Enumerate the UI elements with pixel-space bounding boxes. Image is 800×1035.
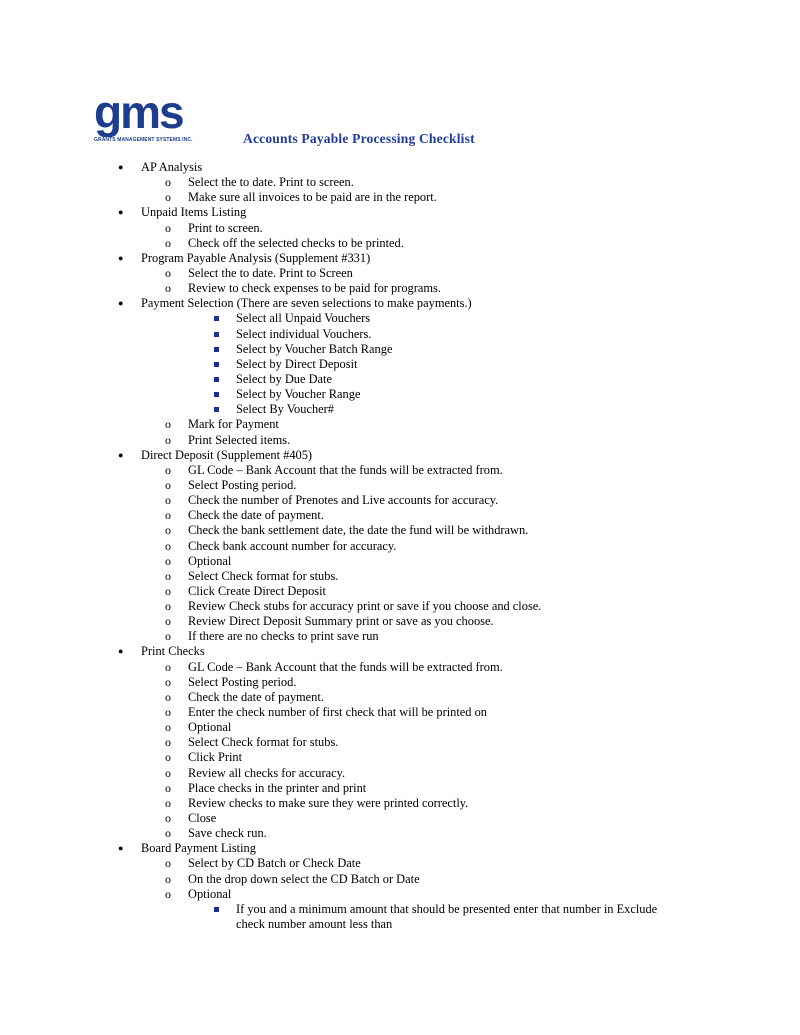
checklist-item-level-2 xyxy=(165,568,339,584)
bullet-circle-icon: o xyxy=(165,220,171,235)
gms-logo xyxy=(94,95,198,147)
checklist-item-level-2 xyxy=(165,265,353,281)
checklist-item-level-1 xyxy=(118,296,472,311)
checklist-item-level-2 xyxy=(165,220,263,236)
checklist-item-level-2 xyxy=(165,629,379,644)
bullet-circle-icon: o xyxy=(165,659,171,674)
checklist-item-text: Select By Voucher# xyxy=(236,402,334,417)
bullet-square-icon xyxy=(214,377,219,382)
checklist-item-text: Save check run. xyxy=(188,826,267,841)
bullet-square-icon xyxy=(214,347,219,352)
checklist-item-level-2 xyxy=(165,886,232,902)
checklist-item-level-2 xyxy=(165,705,487,720)
checklist-item-level-2 xyxy=(165,780,367,796)
bullet-circle-icon: o xyxy=(165,508,171,523)
checklist-item-level-3 xyxy=(236,387,360,402)
checklist-item-level-3 xyxy=(236,402,334,417)
checklist-item-text: Enter the check number of first check that will be printed on xyxy=(188,705,487,720)
checklist-item-level-1 xyxy=(118,160,203,175)
bullet-circle-icon: o xyxy=(165,674,171,689)
checklist-item-text: Check the date of payment. xyxy=(188,689,324,704)
checklist-item-text: Print to screen. xyxy=(188,220,263,235)
logo-subtitle: GRANTS MANAGEMENT SYSTEMS INC. xyxy=(94,137,193,143)
checklist-item-text: Select Posting period. xyxy=(188,477,297,492)
bullet-circle-icon: o xyxy=(165,477,171,492)
bullet-circle-icon: o xyxy=(165,281,171,296)
checklist-item-text: Optional xyxy=(188,886,232,901)
checklist-item-level-2 xyxy=(165,720,232,735)
checklist-item-text: Unpaid Items Listing xyxy=(141,205,247,220)
bullet-circle-icon: o xyxy=(165,235,171,250)
checklist-item-level-2 xyxy=(165,432,291,448)
bullet-square-icon xyxy=(214,392,219,397)
checklist-item-level-2 xyxy=(165,826,267,841)
bullet-circle-icon: o xyxy=(165,462,171,477)
checklist-item-level-2 xyxy=(165,674,297,690)
bullet-circle-icon: o xyxy=(165,705,171,720)
checklist-item-level-3 xyxy=(236,902,657,917)
bullet-square-icon xyxy=(214,332,219,337)
checklist-item-level-2 xyxy=(165,735,339,750)
bullet-circle-icon: o xyxy=(165,689,171,704)
checklist-item-level-2 xyxy=(165,599,542,614)
checklist-item-text: Board Payment Listing xyxy=(141,841,256,856)
checklist-item-level-2 xyxy=(165,871,420,887)
bullet-circle-icon: o xyxy=(165,538,171,553)
bullet-circle-icon: o xyxy=(165,780,171,795)
checklist-item-text: Review Direct Deposit Summary print or save as you choose. xyxy=(188,614,494,629)
bullet-circle-icon: o xyxy=(165,735,171,750)
bullet-circle-icon: o xyxy=(165,856,171,871)
checklist-item-text: Check the number of Prenotes and Live accounts for accuracy. xyxy=(188,493,499,508)
checklist-item-text: Select the to date. Print to Screen xyxy=(188,265,353,280)
bullet-square-icon xyxy=(214,907,219,912)
bullet-circle-icon: o xyxy=(165,583,171,598)
checklist-item-level-2 xyxy=(165,811,217,826)
checklist-item-text: Select Check format for stubs. xyxy=(188,735,339,750)
checklist-item-text: Print Checks xyxy=(141,644,205,659)
checklist-item-text: Payment Selection (There are seven selections to make payments.) xyxy=(141,296,472,311)
bullet-dot-icon: ● xyxy=(118,162,124,172)
bullet-circle-icon: o xyxy=(165,417,171,432)
bullet-circle-icon: o xyxy=(165,568,171,583)
checklist-item-level-2 xyxy=(165,538,397,554)
bullet-dot-icon: ● xyxy=(118,449,124,460)
checklist-item-level-2 xyxy=(165,795,469,811)
checklist-item-text: Select by CD Batch or Check Date xyxy=(188,856,361,871)
bullet-circle-icon: o xyxy=(165,795,171,810)
checklist-item-level-2 xyxy=(165,689,324,705)
checklist-item-level-3 xyxy=(236,327,371,342)
checklist-item-level-1 xyxy=(118,644,205,659)
checklist-item-text: Print Selected items. xyxy=(188,432,291,447)
bullet-square-icon xyxy=(214,362,219,367)
checklist-item-text: On the drop down select the CD Batch or Date xyxy=(188,871,420,886)
checklist-item-level-1 xyxy=(118,205,247,220)
bullet-circle-icon: o xyxy=(165,190,171,205)
checklist-item-level-3 xyxy=(236,372,332,387)
checklist-item-text: Click Print xyxy=(188,750,243,765)
bullet-circle-icon: o xyxy=(165,523,171,538)
checklist-item-text: GL Code – Bank Account that the funds will be extracted from. xyxy=(188,462,503,477)
checklist-item-level-1 xyxy=(118,841,256,856)
bullet-circle-icon: o xyxy=(165,826,171,841)
bullet-circle-icon: o xyxy=(165,886,171,901)
checklist-item-text: AP Analysis xyxy=(141,160,203,174)
checklist-item-level-2 xyxy=(165,750,243,765)
checklist-item-text: If you and a minimum amount that should be presented enter that number in Exclude xyxy=(236,901,658,916)
checklist-item-text: Select individual Vouchers. xyxy=(236,326,372,341)
checklist-item-text: Select the to date. Print to screen. xyxy=(188,175,354,190)
checklist-item-level-3 xyxy=(236,342,392,357)
checklist-item-text: Select all Unpaid Vouchers xyxy=(236,311,371,326)
checklist-item-text: Select by Due Date xyxy=(236,371,332,386)
checklist-item-level-2 xyxy=(165,477,297,493)
bullet-dot-icon: ● xyxy=(118,843,124,854)
checklist-item-level-2 xyxy=(165,614,494,629)
checklist-item-text: Program Payable Analysis (Supplement #331) xyxy=(141,250,371,265)
checklist-item-text: Check off the selected checks to be printed. xyxy=(188,235,404,250)
checklist-item-level-2 xyxy=(165,659,503,675)
checklist-item-level-2 xyxy=(165,583,326,599)
checklist-item-text: Select by Voucher Batch Range xyxy=(236,341,393,356)
checklist-item-text: Optional xyxy=(188,553,232,568)
bullet-circle-icon: o xyxy=(165,811,171,826)
page-title: Accounts Payable Processing Checklist xyxy=(243,131,475,146)
bullet-dot-icon: ● xyxy=(118,646,124,657)
bullet-circle-icon: o xyxy=(165,750,171,765)
checklist-item-text: Make sure all invoices to be paid are in the report. xyxy=(188,190,437,205)
checklist-item-level-2 xyxy=(165,190,437,205)
bullet-dot-icon: ● xyxy=(118,252,124,263)
bullet-circle-icon: o xyxy=(165,629,171,644)
checklist-item-level-2 xyxy=(165,417,279,432)
checklist-item-level-1 xyxy=(118,250,371,266)
checklist-item-text: Review Check stubs for accuracy print or save if you choose and close. xyxy=(188,599,542,614)
checklist-item-text: Mark for Payment xyxy=(188,417,279,432)
bullet-circle-icon: o xyxy=(165,765,171,780)
bullet-dot-icon: ● xyxy=(118,207,124,218)
bullet-circle-icon: o xyxy=(165,265,171,280)
checklist-item-text: Place checks in the printer and print xyxy=(188,780,367,795)
checklist-item-level-2 xyxy=(165,281,441,296)
checklist-item-level-3 xyxy=(236,311,370,326)
bullet-circle-icon: o xyxy=(165,432,171,447)
bullet-circle-icon: o xyxy=(165,175,171,190)
checklist-item-text: Select by Direct Deposit xyxy=(236,356,358,371)
bullet-square-icon xyxy=(214,316,219,321)
checklist-item-text: GL Code – Bank Account that the funds will be extracted from. xyxy=(188,659,503,674)
bullet-circle-icon: o xyxy=(165,871,171,886)
checklist-item-level-2 xyxy=(165,856,361,871)
bullet-circle-icon: o xyxy=(165,553,171,568)
checklist-item-level-2 xyxy=(165,553,232,569)
bullet-circle-icon: o xyxy=(165,493,171,508)
checklist-item-level-2 xyxy=(165,765,346,781)
checklist-item-level-2 xyxy=(165,508,324,523)
checklist-item-text: If there are no checks to print save run xyxy=(188,629,379,644)
svg-text:gms: gms xyxy=(94,95,183,137)
checklist-item-text: Select by Voucher Range xyxy=(236,387,361,402)
checklist-item-text: Optional xyxy=(188,720,232,735)
bullet-circle-icon: o xyxy=(165,599,171,614)
checklist-item-level-3 xyxy=(236,357,357,372)
checklist-item-text: Check the date of payment. xyxy=(188,508,324,523)
checklist-item-text: Select Check format for stubs. xyxy=(188,568,339,583)
checklist-item-text: Select Posting period. xyxy=(188,674,297,689)
checklist-item-text: Click Create Direct Deposit xyxy=(188,583,326,598)
bullet-dot-icon: ● xyxy=(118,298,124,309)
checklist-item-level-2 xyxy=(165,235,404,251)
checklist-item-level-2 xyxy=(165,462,503,478)
checklist-item-text: Close xyxy=(188,811,217,826)
checklist-item-text: Check the bank settlement date, the date the fund will be withdrawn. xyxy=(188,523,529,538)
checklist-item-text: Review all checks for accuracy. xyxy=(188,765,346,780)
checklist-item-level-2 xyxy=(165,493,499,508)
checklist-item-level-2 xyxy=(165,175,354,190)
bullet-circle-icon: o xyxy=(165,720,171,735)
checklist-item-text: Review checks to make sure they were printed correctly. xyxy=(188,795,469,810)
bullet-square-icon xyxy=(214,407,219,412)
checklist-item-text: check number amount less than xyxy=(236,917,393,931)
checklist-item-text: Direct Deposit (Supplement #405) xyxy=(141,447,313,462)
checklist-item-text: Review to check expenses to be paid for programs. xyxy=(188,281,441,296)
checklist-item-text: Check bank account number for accuracy. xyxy=(188,538,397,553)
bullet-circle-icon: o xyxy=(165,614,171,629)
checklist-item-level-0 xyxy=(236,917,392,932)
checklist-item-level-2 xyxy=(165,523,529,538)
checklist-item-level-1 xyxy=(118,447,313,463)
